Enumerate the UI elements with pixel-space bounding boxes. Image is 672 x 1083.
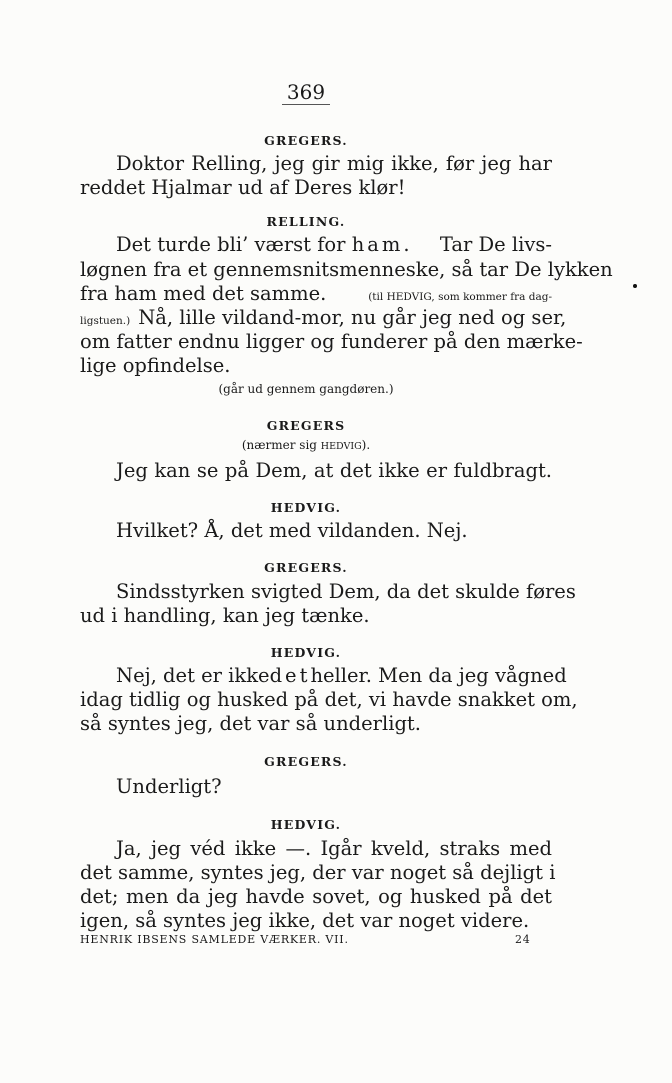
stage-direction: (nærmer sig bbox=[241, 438, 317, 452]
character-name: HEDVIG, bbox=[386, 291, 435, 303]
character-name: HEDVIG bbox=[320, 441, 362, 452]
stage-direction: ). bbox=[361, 438, 371, 452]
text-line: det samme, syntes jeg, der var noget så dejligt i bbox=[80, 861, 556, 884]
text-span: Nå, lille vildand-mor, nu går jeg ned og ser, bbox=[138, 306, 567, 329]
speaker-label: RELLING. bbox=[266, 214, 346, 229]
speaker-label: GREGERS. bbox=[264, 133, 348, 148]
text-line: løgnen fra et gennemsnitsmenneske, så tar De lykken bbox=[80, 258, 613, 281]
text-line: igen, så syntes jeg ikke, det var noget videre. bbox=[80, 909, 530, 932]
stage-direction: (går ud gennem gangdøren.) bbox=[218, 382, 394, 396]
text-line: det; men da jeg havde sovet, og husked på det bbox=[80, 885, 552, 908]
text-line: idag tidlig og husked på det, vi havde snakket om, bbox=[80, 688, 578, 711]
speaker-label: HEDVIG. bbox=[270, 500, 342, 515]
text-line: om fatter endnu ligger og funderer på den mærke- bbox=[80, 330, 583, 353]
text-span: fra ham med det samme. bbox=[80, 282, 327, 305]
stage-direction: som kommer fra dag- bbox=[438, 291, 552, 303]
text-line: reddet Hjalmar ud af Deres klør! bbox=[80, 176, 406, 199]
text-line: ud i handling, kan jeg tænke. bbox=[80, 604, 370, 627]
text-line: Underligt? bbox=[116, 775, 222, 798]
page-number-rule bbox=[282, 104, 330, 105]
emphasized-word: det bbox=[269, 664, 311, 687]
speaker-label: GREGERS bbox=[266, 418, 346, 433]
text-line bbox=[116, 664, 567, 687]
text-line: Ja, jeg véd ikke —. Igår kveld, straks med bbox=[116, 837, 552, 860]
speaker-label: GREGERS. bbox=[264, 754, 348, 769]
text-line: Jeg kan se på Dem, at det ikke er fuldbragt. bbox=[116, 459, 552, 482]
text-line: Sindsstyrken svigted Dem, da det skulde føres bbox=[116, 580, 576, 603]
text-line: Hvilket? Å, det med vildanden. Nej. bbox=[116, 519, 468, 542]
speaker-label: GREGERS. bbox=[264, 560, 348, 575]
page-number: 369 bbox=[286, 80, 326, 104]
text-line bbox=[116, 234, 552, 256]
text-span: Nej, det er ikke bbox=[116, 664, 270, 687]
stage-direction bbox=[0, 438, 612, 452]
speaker-label: HEDVIG. bbox=[270, 817, 342, 832]
text-line bbox=[80, 306, 567, 332]
text-span: Tar De livs- bbox=[439, 233, 552, 256]
text-span: Det turde bli’ værst for bbox=[116, 233, 346, 256]
speck-mark bbox=[633, 284, 637, 288]
text-line bbox=[80, 283, 552, 308]
text-span: heller. Men da jeg vågned bbox=[310, 664, 567, 687]
text-line: Doktor Relling, jeg gir mig ikke, før jeg har bbox=[116, 152, 552, 175]
emphasized-word: ham. bbox=[351, 233, 413, 256]
footer-title: HENRIK IBSENS SAMLEDE VÆRKER. VII. bbox=[80, 933, 349, 946]
stage-direction: ligstuen.) bbox=[80, 315, 131, 327]
signature-mark: 24 bbox=[515, 933, 531, 946]
speaker-label: HEDVIG. bbox=[270, 645, 342, 660]
stage-direction: (til bbox=[368, 291, 384, 303]
text-line: så syntes jeg, det var så underligt. bbox=[80, 712, 421, 735]
text-line: lige opfindelse. bbox=[80, 354, 231, 377]
